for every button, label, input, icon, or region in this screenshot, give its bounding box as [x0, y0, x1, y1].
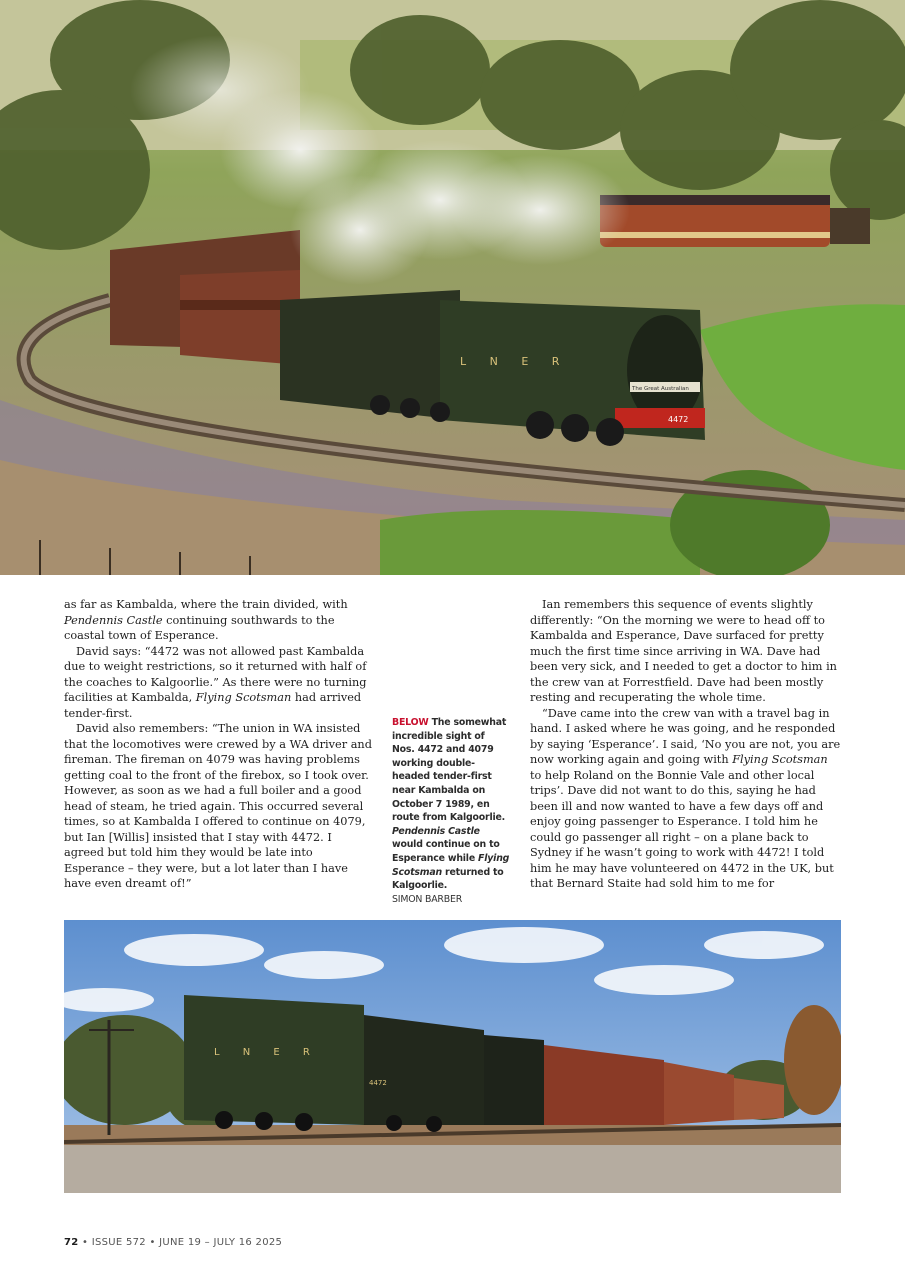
- top-tender-lettering: L N E R: [460, 355, 570, 368]
- top-headboard: The Great Australian: [632, 386, 689, 392]
- bottom-photo-image: [64, 920, 841, 1193]
- bottom-loco-number: 4472: [369, 1079, 387, 1087]
- article-paragraph: [64, 721, 372, 892]
- bottom-tender-lettering: L N E R: [214, 1047, 320, 1058]
- bottom-photo: [64, 920, 841, 1193]
- top-loco-number: 4472: [668, 415, 689, 424]
- text-run: David says: “4472 was not allowed past Kambalda due to weight restrictions, so it returned with half of the coaches to Kalgoorlie.” As there were no turning facilities at Kambalda,: [64, 644, 367, 704]
- article-right-column: [530, 597, 841, 892]
- italic-title: Pendennis Castle: [64, 613, 163, 627]
- text-run: had arrived tender-first.: [64, 691, 362, 720]
- text-run: The somewhat incredible sight of Nos. 4472 and 4079 working double-headed tender-first near Kambalda on October 7 1989, en route from Kalgoorlie.: [392, 717, 507, 824]
- article-paragraph: [530, 706, 841, 892]
- text-run: would continue on to Esperance while: [392, 839, 500, 864]
- italic-title: Flying Scotsman: [195, 691, 292, 704]
- text-run: Ian remembers this sequence of events slightly differently: “On the morning we were to head off to Kambalda and Esperance, Dave surfaced for pretty much the first time since arriving in WA. Dave had been very sick, and I needed to get a doctor to him in the crew van at Forrestfield. Dave had been mostly resting and recuperating the whole time.: [530, 598, 837, 704]
- page-footer: [64, 1237, 282, 1248]
- article-paragraph: [530, 597, 841, 706]
- article-left-column: [64, 597, 372, 892]
- text-run: returned to Kalgoorlie.: [392, 866, 504, 892]
- caption-label: BELOW: [392, 717, 429, 728]
- issue-dates: JUNE 19 – JULY 16 2025: [159, 1237, 283, 1248]
- photo-caption: [392, 716, 510, 906]
- text-run: continuing southwards to the coastal town of Esperance.: [64, 613, 335, 642]
- photo-credit: SIMON BARBER: [392, 893, 463, 905]
- caption-text: [392, 717, 509, 891]
- text-run: David also remembers: “The union in WA insisted that the locomotives were crewed by a WA driver and fireman. The fireman on 4079 was having problems getting coal to the front of the firebox, so I took over. However, as soon as we had a full boiler and a good head of steam, he tried again. This occurred several times, so at Kambalda I offered to continue on 4079, but Ian [Willis] insisted that I stay with 4472. I agreed but told him they would be late into Esperance – they were, but a lot later than I have have even dreamt of!”: [64, 722, 372, 890]
- italic-title: Pendennis Castle: [392, 825, 480, 837]
- top-photo-image: [0, 0, 905, 575]
- issue-number: ISSUE 572: [91, 1237, 146, 1248]
- italic-title: Flying Scotsman: [732, 753, 828, 766]
- page-number: 72: [64, 1237, 79, 1248]
- text-run: “Dave came into the crew van with a travel bag in hand. I asked where he was going, and he responded by saying ‘Esperance’. I said, ‘No you are not, you are now working again and going with: [530, 706, 841, 766]
- text-run: as far as Kambalda, where the train divided, with: [64, 598, 348, 611]
- article-paragraph: [64, 644, 372, 722]
- footer-separator-2: •: [149, 1237, 156, 1248]
- article-paragraph: [64, 597, 372, 644]
- text-run: to help Roland on the Bonnie Vale and other local trips’. Dave did not want to do this, saying he had been ill and now wanted to have a few days off and enjoy going passenger to Esperance. I told him he could go passenger all right – on a plane back to Sydney if he wasn’t going to work with 4472! I told him he may have volunteered on 4472 in the UK, but that Bernard Staite had sold him to me for: [530, 768, 834, 890]
- top-photo: [0, 0, 905, 575]
- footer-separator: •: [82, 1237, 89, 1248]
- italic-title: Flying Scotsman: [392, 852, 510, 878]
